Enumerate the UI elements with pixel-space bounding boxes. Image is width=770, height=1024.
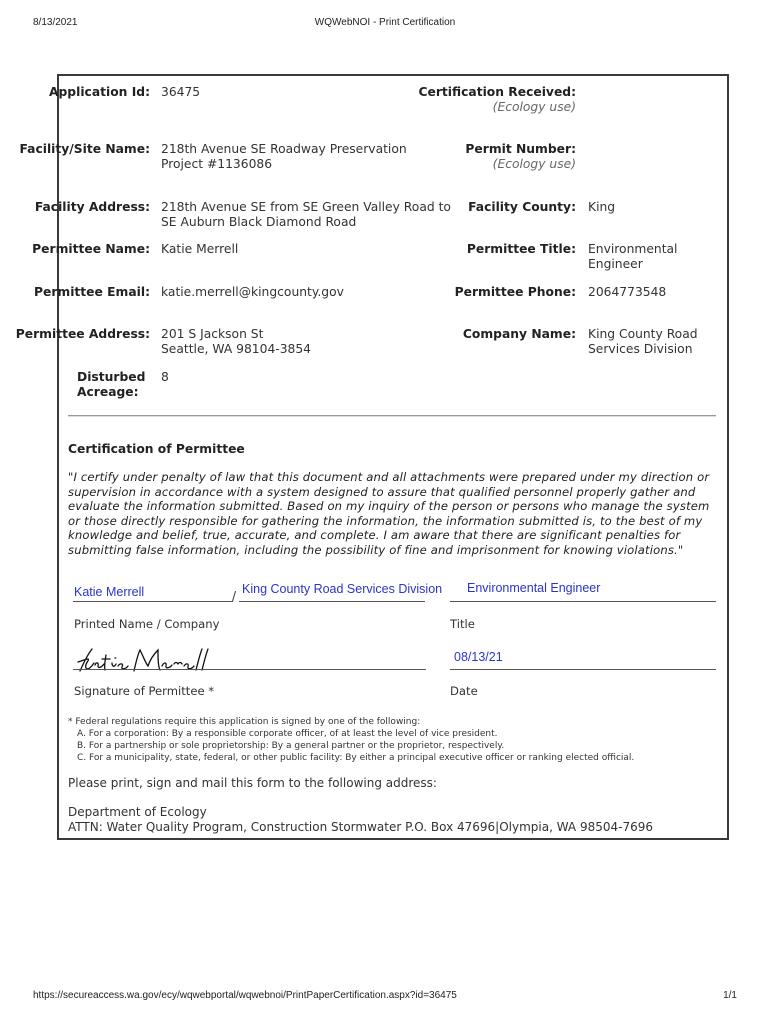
print-footer (33, 990, 737, 1004)
permittee-address-line1: 201 S Jackson St (161, 327, 264, 341)
date-label: Date (450, 684, 478, 698)
facility-county-value: King (588, 200, 616, 214)
permittee-email-label: Permittee Email: (33, 285, 150, 299)
facility-address-value: 218th Avenue SE from SE Green Valley Road to SE Auburn Black Diamond Road (161, 200, 451, 229)
page-number: 1/1 (723, 990, 737, 1001)
permit-number-text: Permit Number: (465, 142, 576, 156)
certification-heading: Certification of Permittee (68, 442, 245, 456)
permittee-name-label: Permittee Name: (32, 242, 150, 256)
print-date: 8/13/2021 (33, 17, 78, 28)
date-value: 08/13/21 (454, 650, 503, 664)
certification-received-label (376, 85, 576, 115)
permittee-phone-label: Permittee Phone: (454, 285, 576, 299)
printed-name-value: Katie Merrell (74, 585, 145, 599)
facility-address-label: Facility Address: (34, 200, 150, 214)
name-company-separator: / (232, 589, 237, 603)
company-value: King County Road Services Division (242, 582, 443, 596)
signatory-footnote (68, 716, 708, 764)
permittee-address-value (161, 327, 311, 357)
facility-site-name-label: Facility/Site Name: (19, 142, 150, 156)
certification-received-text: Certification Received: (418, 85, 576, 99)
signature-label: Signature of Permittee * (74, 684, 215, 698)
footnote-intro: * Federal regulations require this application is signed by one of the following: (68, 717, 421, 727)
certification-statement: "I certify under penalty of law that this document and all attachments were prepared under my direction or supervision in accordance with a system designed to assure that qualified personnel properly gather and evaluate the information submitted. Based on my inquiry of the person or persons who manage the system or those directly responsible for gathering the information, the information submitted is, to the best of my knowledge and belief, true, accurate, and complete. I am aware that there are significant penalties for submitting false information, including the possibility of fine and imprisonment for knowing violations." (68, 470, 710, 557)
application-id-value: 36475 (161, 85, 201, 99)
printed-name-line (73, 601, 233, 602)
date-line (450, 669, 716, 670)
ecology-use-note: (Ecology use) (492, 157, 576, 171)
mailing-address (68, 805, 708, 835)
permittee-name-value: Katie Merrell (161, 242, 239, 256)
permit-number-label (376, 142, 576, 172)
footnote-item: A. For a corporation: By a responsible corporate officer, of at least the level of vice president. (77, 729, 498, 739)
company-name-label: Company Name: (462, 327, 576, 341)
permittee-title-label: Permittee Title: (466, 242, 576, 256)
print-url: https://secureaccess.wa.gov/ecy/wqwebportal/wqwebnoi/PrintPaperCertification.aspx?id=36475 (33, 990, 457, 1001)
title-label: Title (450, 617, 475, 631)
facility-county-label: Facility County: (468, 200, 576, 214)
application-id-label: Application Id: (48, 85, 150, 99)
section-divider (68, 415, 716, 417)
facility-site-name-value: 218th Avenue SE Roadway Preservation Project #1136086 (161, 142, 407, 171)
certification-form (15, 74, 729, 840)
signature-line (73, 669, 426, 670)
permittee-address-label: Permittee Address: (15, 327, 150, 341)
printed-name-company-label: Printed Name / Company (74, 617, 220, 631)
permittee-title-value: Environmental Engineer (588, 242, 678, 271)
mailing-address-line1: Department of Ecology (68, 805, 207, 819)
title-value: Environmental Engineer (467, 581, 601, 595)
company-line (239, 601, 425, 602)
signature-image (74, 644, 214, 676)
mailing-instruction: Please print, sign and mail this form to the following address: (68, 776, 437, 790)
permittee-address-line2: Seattle, WA 98104-3854 (161, 342, 312, 356)
title-line (450, 601, 716, 602)
mailing-address-line2: ATTN: Water Quality Program, Construction Stormwater P.O. Box 47696|Olympia, WA 98504-7696 (68, 820, 653, 834)
footnote-item: B. For a partnership or sole proprietorship: By a general partner or the proprietor, respectively. (77, 741, 505, 751)
ecology-use-note: (Ecology use) (492, 100, 576, 114)
disturbed-acreage-text: Disturbed Acreage: (77, 370, 146, 399)
permittee-email-value: katie.merrell@kingcounty.gov (161, 285, 344, 299)
print-header (33, 17, 737, 31)
permittee-phone-value: 2064773548 (588, 285, 667, 299)
company-name-value: King County Road Services Division (588, 327, 698, 356)
disturbed-acreage-value: 8 (161, 370, 169, 384)
print-page-title: WQWebNOI - Print Certification (314, 17, 456, 28)
disturbed-acreage-label (0, 370, 150, 400)
footnote-item: C. For a municipality, state, federal, or other public facility: By either a principal executive officer or ranking elected official. (77, 753, 635, 763)
